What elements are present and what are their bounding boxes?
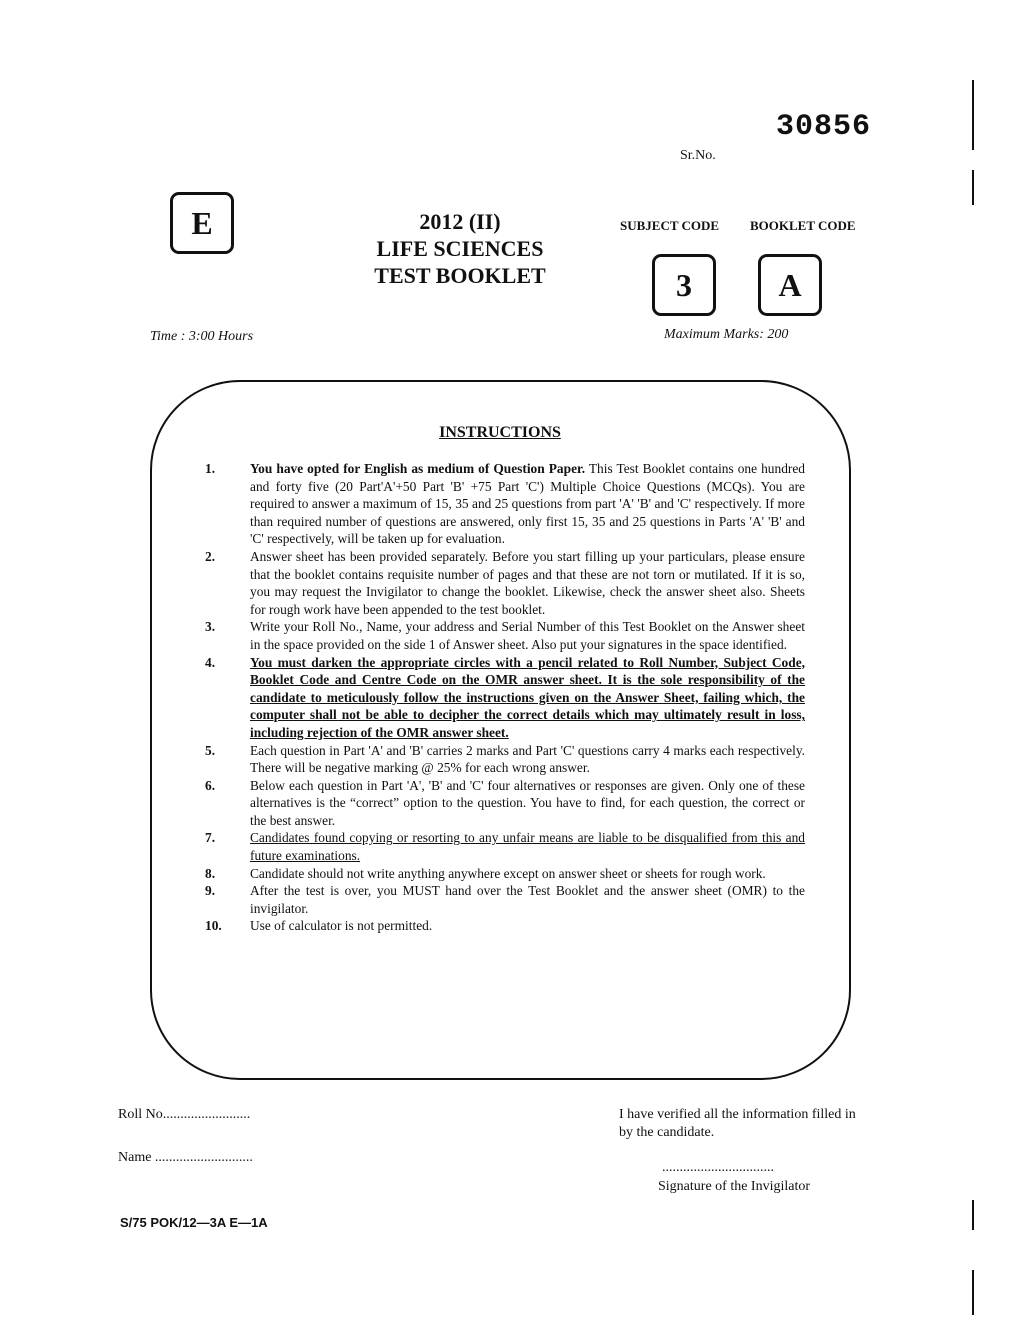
list-item [205,829,805,864]
item-text: Candidate should not write anything anywhere except on answer sheet or sheets for rough work. [250,865,766,881]
list-item [205,882,805,917]
language-code-box: E [170,192,234,254]
list-item [205,618,805,653]
serial-number: 30856 [776,110,872,144]
name-field: Name ............................ [118,1150,253,1165]
item-text: This Test Booklet contains one hundred and forty five (20 Part'A'+50 Part 'B' +75 Part 'C') Multiple Choice Questions (MCQs). You are required to answer a maximum of 15, 35 and 25 questions from part 'A' 'B' and 'C' respectively. If more than required number of questions are answered, only first 15, 35 and 25 questions in Parts 'A' 'B' and 'C' respectively, will be taken up for evaluation. [250,461,805,547]
item-text: Answer sheet has been provided separately. Before you start filling up your particulars, please ensure that the booklet contains requisite number of pages and that these are not torn or mutilated. If it is so, you may request the Invigilator to change the booklet. Likewise, check the answer sheet also. Sheets for rough work have been appended to the test booklet. [250,548,805,617]
subject-code-label: SUBJECT CODE [620,218,720,233]
item-number: 9. [205,883,216,899]
booklet-label: TEST BOOKLET [374,263,546,288]
list-item [205,460,805,548]
list-item [205,865,805,883]
item-number: 6. [205,777,216,793]
item-number: 1. [205,461,216,476]
item-text: Write your Roll No., Name, your address and Serial Number of this Test Booklet on the Answer sheet in the space provided on the side 1 of Answer sheet. Also put your signatures in the space identified. [250,619,805,652]
booklet-title [340,208,580,289]
instructions-list [205,460,805,935]
list-item [205,917,805,935]
scan-edge-mark [972,170,974,205]
scan-edge-mark [972,1200,974,1230]
subject-code-box: 3 [652,254,716,316]
scan-edge-mark [972,1270,974,1315]
item-text-bold: You have opted for English as medium of Question Paper. [250,461,586,476]
item-number: 10. [205,918,222,934]
instructions-heading: INSTRUCTIONS [439,424,561,441]
roll-number-field: Roll No......................... [118,1107,251,1122]
item-text: Candidates found copying or resorting to any unfair means are liable to be disqualified from this and future examinations. [250,830,805,864]
booklet-code-label: BOOKLET CODE [750,218,856,233]
item-number: 5. [205,742,216,758]
item-text: Each question in Part 'A' and 'B' carries 2 marks and Part 'C' questions carry 4 marks each respectively. There will be negative marking @ 25% for each wrong answer. [250,742,805,776]
subject-title: LIFE SCIENCES [376,236,544,261]
exam-year: 2012 (II) [419,209,501,234]
item-text: You must darken the appropriate circles with a pencil related to Roll Number, Subject Code, Booklet Code and Centre Code on the OMR answer sheet. It is the sole responsibility of the candidate to meticulously follow the instructions given on the Answer Sheet, failing which, the computer shall not be able to decipher the correct details which may ultimately result in loss, including rejection of the OMR answer sheet. [250,654,805,740]
verification-note: I have verified all the information filled in by the candidate. [619,1107,856,1140]
item-text: Use of calculator is not permitted. [250,918,433,934]
item-number: 8. [205,865,216,881]
signature-label: Signature of the Invigilator [658,1179,811,1194]
item-text: After the test is over, you MUST hand over the Test Booklet and the answer sheet (OMR) to the invigilator. [250,883,805,916]
list-item [205,548,805,618]
list-item [205,742,805,777]
item-number: 2. [205,548,216,564]
serial-label: Sr.No. [680,148,716,163]
item-number: 4. [205,654,216,670]
list-item [205,777,805,830]
list-item [205,654,805,742]
item-number: 7. [205,830,216,846]
item-number: 3. [205,619,216,635]
booklet-footer-code: S/75 POK/12—3A E—1A [120,1215,268,1230]
item-text: Below each question in Part 'A', 'B' and 'C' four alternatives or responses are given. Only one of these alternatives is the “correct” option to the question. You have to find, for each question, the correct or the best answer. [250,777,805,828]
maximum-marks: Maximum Marks: 200 [664,327,789,342]
booklet-code-box: A [758,254,822,316]
time-allowed: Time : 3:00 Hours [150,329,254,344]
scan-edge-mark [972,80,974,150]
signature-line: ................................ [662,1160,774,1175]
